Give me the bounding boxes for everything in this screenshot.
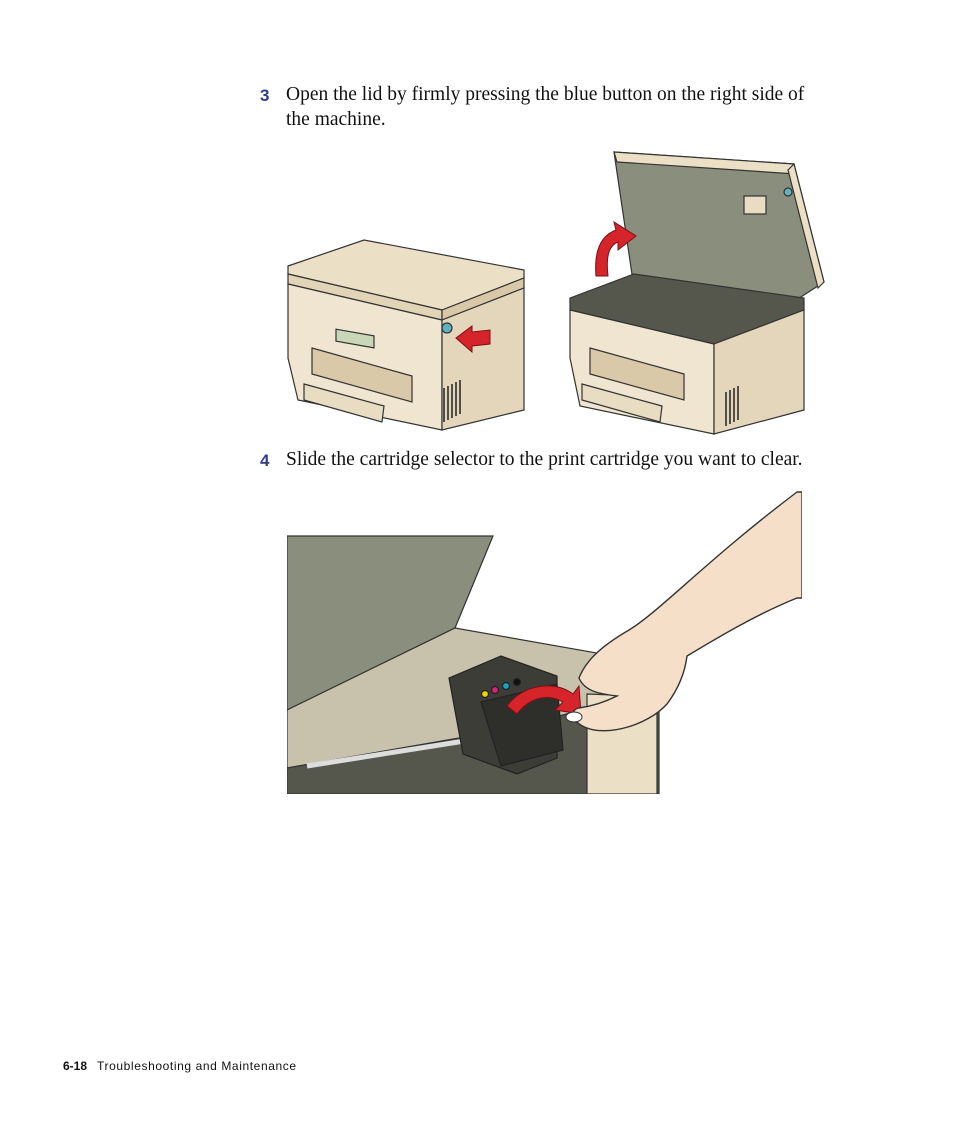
step-text: Slide the cartridge selector to the print cartridge you want to clear. [286,449,803,470]
figure-open-lid [284,148,829,436]
step-text: Open the lid by firmly pressing the blue button on the right side of the machine. [286,84,805,130]
step-number: 4 [260,451,270,470]
printer-open-illustration [570,152,824,434]
figure-cartridge-selector [287,488,802,794]
yellow-ink-icon [482,691,489,698]
hand-illustration [573,492,802,731]
black-ink-icon [514,679,521,686]
cyan-ink-icon [503,683,510,690]
page-footer [63,1059,297,1073]
section-title: Troubleshooting and Maintenance [97,1059,297,1073]
magenta-ink-icon [492,687,499,694]
page-number: 6-18 [63,1059,88,1073]
step-number: 3 [260,86,270,105]
